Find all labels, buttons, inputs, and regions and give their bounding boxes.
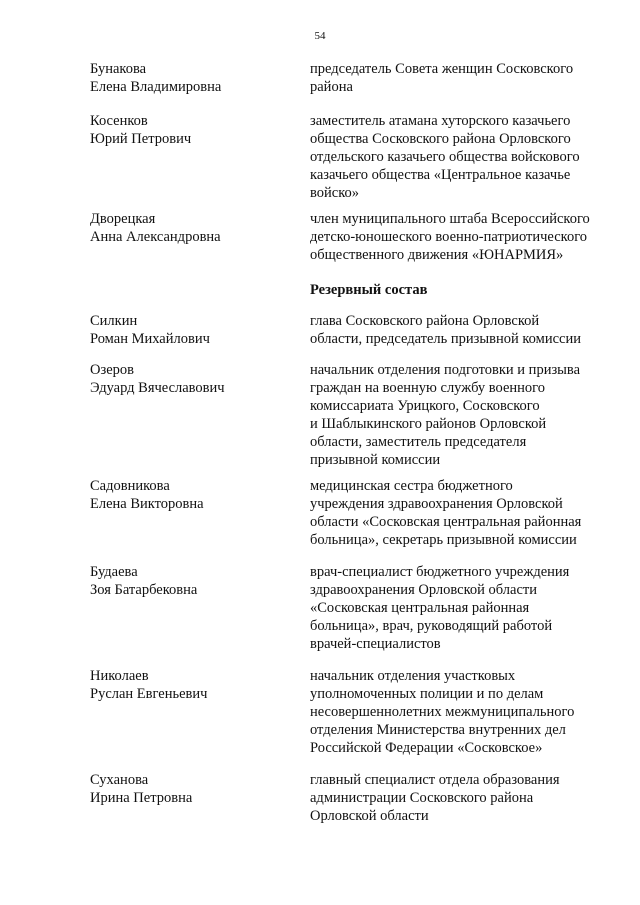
position-line: и Шаблыкинского районов Орловской xyxy=(310,416,547,432)
member-name xyxy=(90,210,290,246)
member-position xyxy=(310,112,620,202)
member-given-name: Юрий Петрович xyxy=(90,131,192,147)
position-line: комиссариата Урицкого, Сосковского xyxy=(310,398,540,414)
member-surname: Будаева xyxy=(90,564,138,580)
member-surname: Суханова xyxy=(90,772,149,788)
member-given-name: Ирина Петровна xyxy=(90,790,193,806)
position-line: района xyxy=(310,79,353,95)
position-line: Орловской области xyxy=(310,808,429,824)
member-name xyxy=(90,60,290,96)
position-line: области, председатель призывной комиссии xyxy=(310,331,581,347)
member-position xyxy=(310,771,620,825)
member-position xyxy=(310,312,620,348)
member-surname: Косенков xyxy=(90,113,148,129)
member-position xyxy=(310,563,620,653)
position-line: отделения Министерства внутренних дел xyxy=(310,722,566,738)
position-line: граждан на военную службу военного xyxy=(310,380,545,396)
position-line: врач-специалист бюджетного учреждения xyxy=(310,564,570,580)
member-position xyxy=(310,60,620,96)
position-line: призывной комиссии xyxy=(310,452,441,468)
position-line: казачьего общества «Центральное казачье xyxy=(310,167,571,183)
page-number: 54 xyxy=(314,30,326,42)
member-given-name: Роман Михайлович xyxy=(90,331,210,347)
member-surname: Садовникова xyxy=(90,478,170,494)
member-surname: Николаев xyxy=(90,668,149,684)
position-line: «Сосковская центральная районная xyxy=(310,600,530,616)
position-line: администрации Сосковского района xyxy=(310,790,534,806)
member-given-name: Зоя Батарбековна xyxy=(90,582,198,598)
position-line: войско» xyxy=(310,185,360,201)
position-line: больница», секретарь призывной комиссии xyxy=(310,532,577,548)
position-line: начальник отделения участковых xyxy=(310,668,516,684)
position-line: медицинская сестра бюджетного xyxy=(310,478,513,494)
member-surname: Силкин xyxy=(90,313,138,329)
member-position xyxy=(310,477,620,549)
position-line: глава Сосковского района Орловской xyxy=(310,313,540,329)
position-line: отдельского казачьего общества войскового xyxy=(310,149,580,165)
section-heading: Резервный состав xyxy=(310,282,428,298)
member-name xyxy=(90,563,290,599)
position-line: заместитель атамана хуторского казачьего xyxy=(310,113,571,129)
position-line: больница», врач, руководящий работой xyxy=(310,618,553,634)
position-line: общественного движения «ЮНАРМИЯ» xyxy=(310,247,564,263)
position-line: учреждения здравоохранения Орловской xyxy=(310,496,563,512)
position-line: член муниципального штаба Всероссийского xyxy=(310,211,590,227)
position-line: детско-юношеского военно-патриотического xyxy=(310,229,588,245)
member-given-name: Елена Владимировна xyxy=(90,79,222,95)
position-line: начальник отделения подготовки и призыва xyxy=(310,362,581,378)
member-position xyxy=(310,210,620,264)
member-name xyxy=(90,771,290,807)
member-given-name: Эдуард Вячеславович xyxy=(90,380,225,396)
member-surname: Бунакова xyxy=(90,61,147,77)
position-line: уполномоченных полиции и по делам xyxy=(310,686,544,702)
member-name xyxy=(90,667,290,703)
position-line: области, заместитель председателя xyxy=(310,434,527,450)
position-line: несовершеннолетних межмуниципального xyxy=(310,704,575,720)
member-name xyxy=(90,361,290,397)
member-name xyxy=(90,112,290,148)
position-line: главный специалист отдела образования xyxy=(310,772,560,788)
position-line: общества Сосковского района Орловского xyxy=(310,131,571,147)
position-line: председатель Совета женщин Сосковского xyxy=(310,61,574,77)
member-given-name: Анна Александровна xyxy=(90,229,221,245)
member-given-name: Елена Викторовна xyxy=(90,496,204,512)
member-name xyxy=(90,477,290,513)
position-line: здравоохранения Орловской области xyxy=(310,582,537,598)
member-given-name: Руслан Евгеньевич xyxy=(90,686,208,702)
position-line: области «Сосковская центральная районная xyxy=(310,514,582,530)
member-name xyxy=(90,312,290,348)
member-position xyxy=(310,667,620,757)
member-position xyxy=(310,361,620,469)
member-surname: Дворецкая xyxy=(90,211,156,227)
position-line: врачей-специалистов xyxy=(310,636,441,652)
member-surname: Озеров xyxy=(90,362,134,378)
position-line: Российской Федерации «Сосковское» xyxy=(310,740,543,756)
